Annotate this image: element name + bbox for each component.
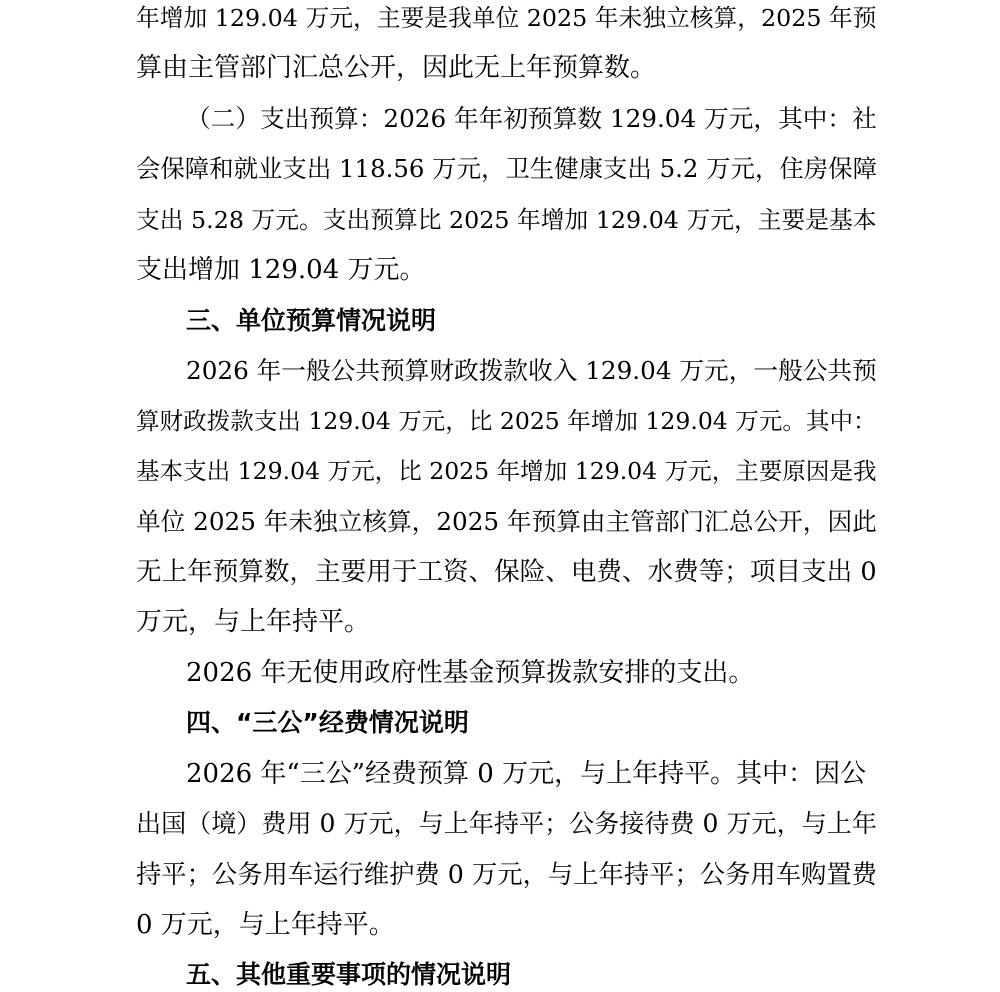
text-line: 2026 年无使用政府性基金预算拨款安排的支出。 (186, 658, 755, 688)
text-line: 支出增加 129.04 万元。 (136, 255, 426, 285)
text-line: 支出 5.28 万元。支出预算比 2025 年增加 129.04 万元，主要是基本 (136, 206, 877, 234)
text-line: 基本支出 129.04 万元，比 2025 年增加 129.04 万元，主要原因是我 (136, 457, 877, 485)
section-heading: 三、单位预算情况说明 (186, 306, 437, 335)
text-line: 无上年预算数，主要用于工资、保险、电费、水费等；项目支出 0 (136, 557, 877, 587)
text-line: 算由主管部门汇总公开，因此无上年预算数。 (136, 53, 657, 83)
section-heading: 四、“三公”经费情况说明 (186, 708, 469, 737)
text-line: 万元，与上年持平。 (136, 607, 371, 637)
text-line: 单位 2025 年未独立核算，2025 年预算由主管部门汇总公开，因此 (136, 507, 877, 536)
text-line: 算财政拨款支出 129.04 万元，比 2025 年增加 129.04 万元。其中： (136, 407, 877, 435)
text-line: 会保障和就业支出 118.56 万元，卫生健康支出 5.2 万元，住房保障 (136, 154, 877, 183)
text-line: 0 万元，与上年持平。 (136, 910, 395, 940)
text-line: 出国（境）费用 0 万元，与上年持平；公务接待费 0 万元，与上年 (136, 809, 877, 838)
text-line: 持平；公务用车运行维护费 0 万元，与上年持平；公务用车购置费 (136, 859, 877, 889)
text-line: 2026 年一般公共预算财政拨款收入 129.04 万元，一般公共预 (186, 356, 877, 385)
section-heading: 五、其他重要事项的情况说明 (186, 960, 512, 989)
text-line: 2026 年“三公”经费预算 0 万元，与上年持平。其中：因公 (186, 759, 867, 789)
text-line: （二）支出预算：2026 年年初预算数 129.04 万元，其中：社 (186, 104, 877, 133)
text-line: 年增加 129.04 万元，主要是我单位 2025 年未独立核算，2025 年预 (136, 4, 877, 32)
